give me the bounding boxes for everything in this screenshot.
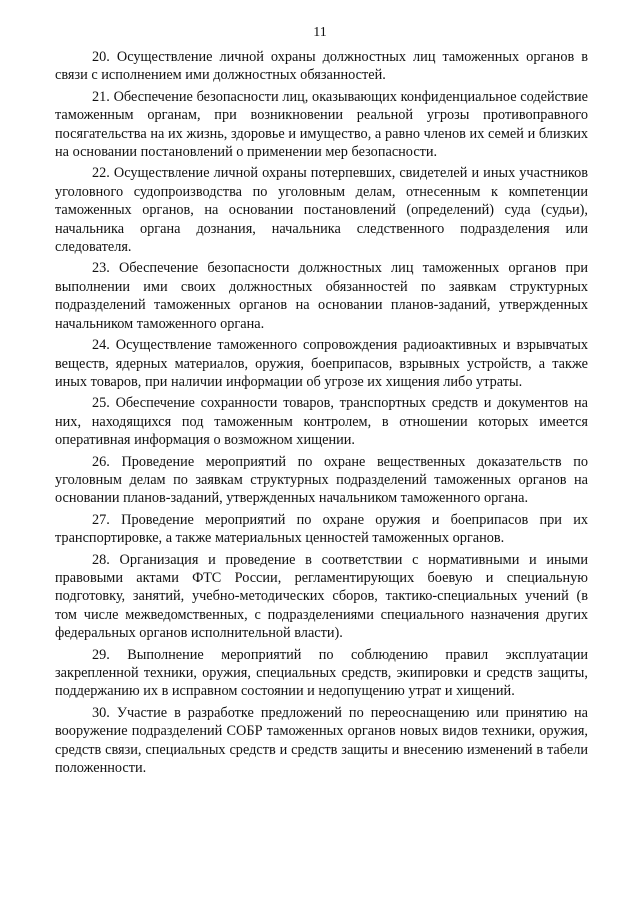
paragraph-21: 21. Обеспечение безопасности лиц, оказывающих конфиденциальное содействие таможенным органам, при возникновении реальной угрозы противоправного посягательства на их жизнь, здоровье и имущество, а равно членов их семей и близких на основании постановлений о применении мер безопасности. (55, 88, 588, 161)
paragraph-28: 28. Организация и проведение в соответствии с нормативными и иными правовыми актами ФТС России, регламентирующих боевую и специальную подготовку, занятий, учебно-методических сборов, тактико-специальных учений (в том числе межведомственных, с подразделениями специального назначения других федеральных органов исполнительной власти). (55, 551, 588, 642)
paragraph-29: 29. Выполнение мероприятий по соблюдению правил эксплуатации закрепленной техники, оружия, специальных средств, экипировки и средств защиты, поддержанию их в исправном состоянии и недопущению утрат и хищений. (55, 646, 588, 700)
paragraph-25: 25. Обеспечение сохранности товаров, транспортных средств и документов на них, находящихся под таможенным контролем, в отношении которых имеется оперативная информация о возможном хищении. (55, 395, 588, 449)
paragraph-23: 23. Обеспечение безопасности должностных лиц таможенных органов при выполнении ими своих должностных обязанностей по заявкам структурных подразделений таможенных органов на основании планов-заданий, утвержденных начальником таможенного органа. (55, 260, 588, 332)
paragraph-20: 20. Осуществление личной охраны должностных лиц таможенных органов в связи с исполнением ими должностных обязанностей. (55, 49, 588, 84)
page-number: 11 (313, 25, 327, 40)
paragraph-26: 26. Проведение мероприятий по охране вещественных доказательств по уголовным делам по заявкам структурных подразделений таможенных органов на основании планов-заданий, утвержденных начальником таможенного органа. (55, 453, 588, 507)
document-body (55, 48, 588, 780)
paragraph-27: 27. Проведение мероприятий по охране оружия и боеприпасов при их транспортировке, а также материальных ценностей таможенных органов. (55, 511, 588, 547)
paragraph-24: 24. Осуществление таможенного сопровождения радиоактивных и взрывчатых веществ, ядерных материалов, оружия, боеприпасов, взрывных устройств, а также иных товаров, при наличии информации об угрозе их хищения либо утраты. (55, 337, 588, 390)
paragraph-30: 30. Участие в разработке предложений по переоснащению или принятию на вооружение подразделений СОБР таможенных органов новых видов техники, оружия, средств связи, специальных средств и средств защиты и внесению изменений в табели положенности. (55, 704, 588, 777)
paragraph-22: 22. Осуществление личной охраны потерпевших, свидетелей и иных участников уголовного судопроизводства по уголовным делам, отнесенным к компетенции таможенных органов, на основании постановлений (определений) суда (судьи), начальника органа дознания, начальника следственного подразделения или следователя. (55, 165, 588, 256)
